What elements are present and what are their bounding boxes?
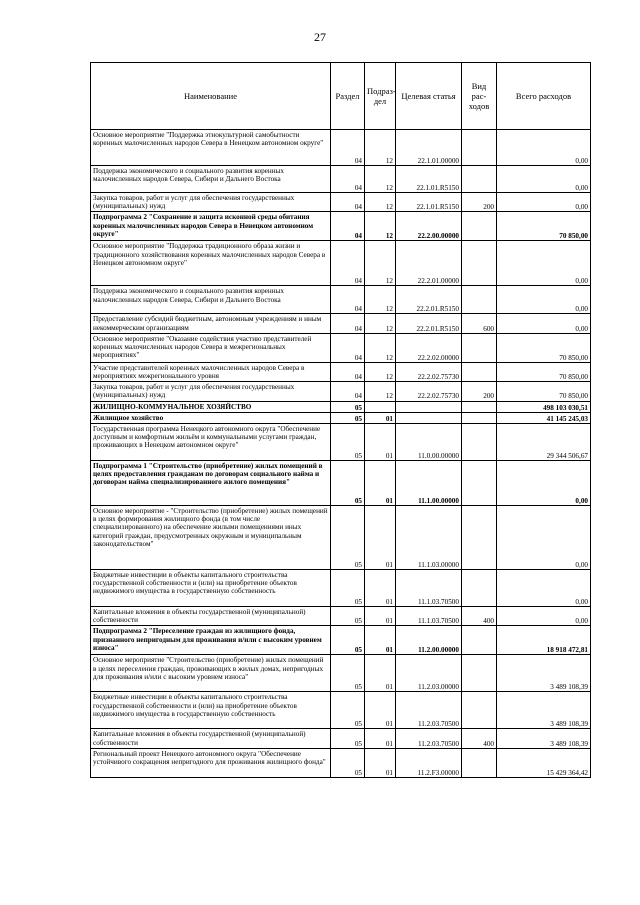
cell-target: 22.1.01.00000 xyxy=(396,130,462,166)
cell-target: 11.1.03.70500 xyxy=(396,607,462,626)
cell-subsection: 01 xyxy=(365,424,396,461)
cell-type xyxy=(462,212,497,241)
cell-name: Капитальные вложения в объекты государственной (муниципальной) собственности xyxy=(91,607,331,626)
cell-total: 0,00 xyxy=(497,506,591,570)
cell-subsection: 12 xyxy=(365,333,396,362)
table-row xyxy=(91,729,591,748)
cell-name: Основное мероприятие "Поддержка традиционного образа жизни и традиционного хозяйствования коренных малочисленных народов Севера в Ненецком автономном округе" xyxy=(91,241,331,286)
cell-type xyxy=(462,424,497,461)
table-row xyxy=(91,626,591,655)
cell-total: 70 850,00 xyxy=(497,212,591,241)
cell-section: 05 xyxy=(331,570,365,607)
table-row xyxy=(91,130,591,166)
cell-section: 05 xyxy=(331,626,365,655)
cell-total: 3 489 108,39 xyxy=(497,655,591,692)
header-name: Наименование xyxy=(91,63,331,130)
cell-total: 3 489 108,39 xyxy=(497,692,591,729)
table-row xyxy=(91,333,591,362)
cell-target: 11.1.03.70500 xyxy=(396,570,462,607)
table-row xyxy=(91,424,591,461)
cell-name: Региональный проект Ненецкого автономного округа "Обеспечение устойчивого сокращения непригодного для проживания жилищного фонда" xyxy=(91,748,331,777)
cell-target: 11.2.F3.00000 xyxy=(396,748,462,777)
cell-section: 04 xyxy=(331,333,365,362)
cell-total: 0,00 xyxy=(497,607,591,626)
cell-section: 05 xyxy=(331,607,365,626)
cell-section: 04 xyxy=(331,382,365,401)
cell-type xyxy=(462,130,497,166)
cell-target: 22.2.02.75730 xyxy=(396,382,462,401)
header-type: Вид рас-ходов xyxy=(462,63,497,130)
cell-name: Жилищное хозяйство xyxy=(91,412,331,423)
cell-target: 22.2.00.00000 xyxy=(396,212,462,241)
cell-type xyxy=(462,166,497,193)
cell-subsection: 12 xyxy=(365,314,396,333)
cell-section: 05 xyxy=(331,424,365,461)
cell-name: Основное мероприятие "Оказание содействия участию представителей коренных малочисленных народов Севера в межрегиональных мероприятиях" xyxy=(91,333,331,362)
cell-name: Подпрограмма 2 "Переселение граждан из жилищного фонда, признанного непригодным для проживания и/или с высоким уровнем износа" xyxy=(91,626,331,655)
cell-section: 04 xyxy=(331,212,365,241)
cell-section: 05 xyxy=(331,655,365,692)
cell-section: 05 xyxy=(331,729,365,748)
cell-subsection: 12 xyxy=(365,166,396,193)
cell-section: 04 xyxy=(331,241,365,286)
cell-total: 0,00 xyxy=(497,461,591,506)
cell-type xyxy=(462,506,497,570)
cell-section: 04 xyxy=(331,362,365,381)
cell-subsection: 01 xyxy=(365,570,396,607)
cell-type: 400 xyxy=(462,607,497,626)
cell-type xyxy=(462,626,497,655)
table-row xyxy=(91,401,591,412)
cell-target: 22.1.01.R5150 xyxy=(396,166,462,193)
table-header-row xyxy=(91,63,591,130)
table-row xyxy=(91,748,591,777)
cell-target: 11.1.03.00000 xyxy=(396,506,462,570)
cell-subsection: 01 xyxy=(365,412,396,423)
table-row xyxy=(91,241,591,286)
cell-target: 22.2.01.R5150 xyxy=(396,314,462,333)
cell-total: 70 850,00 xyxy=(497,362,591,381)
table-row xyxy=(91,166,591,193)
table-row xyxy=(91,506,591,570)
cell-name: Основное мероприятие "Строительство (приобретение) жилых помещений в целях переселения граждан, проживающих в жилых домах, непригодных для проживания и/или с высоким уровнем износа" xyxy=(91,655,331,692)
cell-target: 11.1.00.00000 xyxy=(396,461,462,506)
cell-section: 05 xyxy=(331,412,365,423)
cell-subsection: 01 xyxy=(365,506,396,570)
cell-total: 3 489 108,39 xyxy=(497,729,591,748)
cell-type: 600 xyxy=(462,314,497,333)
cell-total: 29 344 506,67 xyxy=(497,424,591,461)
cell-section: 05 xyxy=(331,461,365,506)
cell-total: 0,00 xyxy=(497,570,591,607)
cell-total: 70 850,00 xyxy=(497,382,591,401)
table-row xyxy=(91,607,591,626)
cell-name: Бюджетные инвестиции в объекты капитального строительства государственной собственности и (или) на приобретение объектов недвижимого имущества в государственную собственность xyxy=(91,692,331,729)
table-row xyxy=(91,382,591,401)
cell-target xyxy=(396,412,462,423)
cell-section: 05 xyxy=(331,401,365,412)
table-row xyxy=(91,286,591,314)
cell-target: 11.2.03.70500 xyxy=(396,692,462,729)
cell-subsection: 12 xyxy=(365,241,396,286)
header-target: Целевая статья xyxy=(396,63,462,130)
cell-type: 200 xyxy=(462,193,497,212)
cell-subsection: 12 xyxy=(365,193,396,212)
table-row xyxy=(91,314,591,333)
cell-total: 70 850,00 xyxy=(497,333,591,362)
header-section: Раздел xyxy=(331,63,365,130)
table-row xyxy=(91,193,591,212)
table-body xyxy=(91,130,591,778)
cell-total: 0,00 xyxy=(497,286,591,314)
cell-type xyxy=(462,461,497,506)
cell-section: 05 xyxy=(331,692,365,729)
cell-target: 11.2.00.00000 xyxy=(396,626,462,655)
cell-name: Подпрограмма 1 "Строительство (приобретение) жилых помещений в целях предоставления гражданам по договорам социального найма и договорам найма специализированного жилого помещения" xyxy=(91,461,331,506)
table-row xyxy=(91,655,591,692)
expenditure-table xyxy=(90,62,591,778)
cell-name: Поддержка экономического и социального развития коренных малочисленных народов Севера, Сибири и Дальнего Востока xyxy=(91,166,331,193)
cell-total: 18 918 472,81 xyxy=(497,626,591,655)
header-subsection: Подраз-дел xyxy=(365,63,396,130)
cell-name: Участие представителей коренных малочисленных народов Севера в мероприятиях межрегионального уровня xyxy=(91,362,331,381)
cell-section: 04 xyxy=(331,286,365,314)
cell-subsection: 01 xyxy=(365,607,396,626)
cell-subsection: 01 xyxy=(365,729,396,748)
cell-section: 05 xyxy=(331,748,365,777)
cell-subsection xyxy=(365,401,396,412)
cell-subsection: 01 xyxy=(365,655,396,692)
cell-subsection: 01 xyxy=(365,461,396,506)
table-row xyxy=(91,461,591,506)
cell-target: 22.2.01.00000 xyxy=(396,241,462,286)
cell-target xyxy=(396,401,462,412)
cell-name: Закупка товаров, работ и услуг для обеспечения государственных (муниципальных) нужд xyxy=(91,382,331,401)
cell-total: 498 103 030,51 xyxy=(497,401,591,412)
cell-type xyxy=(462,401,497,412)
cell-name: Основное мероприятие - "Строительство (приобретение) жилых помещений в целях формирования жилищного фонда (в том числе специализированного) на обеспечение жилыми помещениями иных категорий граждан, предусмотренных окружным и муниципальным законодательством" xyxy=(91,506,331,570)
cell-subsection: 12 xyxy=(365,286,396,314)
cell-total: 0,00 xyxy=(497,130,591,166)
cell-total: 0,00 xyxy=(497,314,591,333)
cell-type xyxy=(462,748,497,777)
cell-subsection: 12 xyxy=(365,130,396,166)
cell-type xyxy=(462,412,497,423)
cell-name: ЖИЛИЩНО-КОММУНАЛЬНОЕ ХОЗЯЙСТВО xyxy=(91,401,331,412)
cell-type xyxy=(462,241,497,286)
cell-type: 400 xyxy=(462,729,497,748)
cell-target: 11.2.03.00000 xyxy=(396,655,462,692)
cell-name: Поддержка экономического и социального развития коренных малочисленных народов Севера, Сибири и Дальнего Востока xyxy=(91,286,331,314)
cell-target: 22.2.02.00000 xyxy=(396,333,462,362)
cell-total: 41 145 245,03 xyxy=(497,412,591,423)
cell-name: Государственная программа Ненецкого автономного округа "Обеспечение доступным и комфортным жильём и коммунальными услугами граждан, проживающих в Ненецком автономном округе" xyxy=(91,424,331,461)
table-row xyxy=(91,362,591,381)
cell-name: Подпрограмма 2 "Сохранение и защита исконной среды обитания коренных малочисленных народов Севера в Ненецком автономном округе" xyxy=(91,212,331,241)
cell-subsection: 12 xyxy=(365,212,396,241)
cell-name: Основное мероприятие "Поддержка этнокультурной самобытности коренных малочисленных народов Севера в Ненецком автономном округе" xyxy=(91,130,331,166)
cell-total: 15 429 364,42 xyxy=(497,748,591,777)
cell-type xyxy=(462,570,497,607)
cell-total: 0,00 xyxy=(497,166,591,193)
table-row xyxy=(91,570,591,607)
cell-name: Капитальные вложения в объекты государственной (муниципальной) собственности xyxy=(91,729,331,748)
cell-subsection: 12 xyxy=(365,362,396,381)
cell-subsection: 01 xyxy=(365,748,396,777)
cell-name: Бюджетные инвестиции в объекты капитального строительства государственной собственности и (или) на приобретение объектов недвижимого имущества в государственную собственность xyxy=(91,570,331,607)
table-row xyxy=(91,692,591,729)
header-total: Всего расходов xyxy=(497,63,591,130)
cell-section: 04 xyxy=(331,193,365,212)
cell-subsection: 01 xyxy=(365,692,396,729)
cell-type xyxy=(462,692,497,729)
page-number: 27 xyxy=(314,30,326,44)
table-row xyxy=(91,212,591,241)
cell-section: 05 xyxy=(331,506,365,570)
cell-name: Предоставление субсидий бюджетным, автономным учреждениям и иным некоммерческим организациям xyxy=(91,314,331,333)
cell-subsection: 01 xyxy=(365,626,396,655)
cell-target: 22.2.02.75730 xyxy=(396,362,462,381)
cell-type xyxy=(462,286,497,314)
cell-name: Закупка товаров, работ и услуг для обеспечения государственных (муниципальных) нужд xyxy=(91,193,331,212)
cell-target: 11.0.00.00000 xyxy=(396,424,462,461)
cell-section: 04 xyxy=(331,130,365,166)
cell-type: 200 xyxy=(462,382,497,401)
table-row xyxy=(91,412,591,423)
cell-type xyxy=(462,333,497,362)
cell-target: 22.1.01.R5150 xyxy=(396,193,462,212)
cell-subsection: 12 xyxy=(365,382,396,401)
cell-total: 0,00 xyxy=(497,241,591,286)
cell-section: 04 xyxy=(331,314,365,333)
cell-type xyxy=(462,655,497,692)
cell-section: 04 xyxy=(331,166,365,193)
cell-target: 22.2.01.R5150 xyxy=(396,286,462,314)
cell-target: 11.2.03.70500 xyxy=(396,729,462,748)
cell-total: 0,00 xyxy=(497,193,591,212)
cell-type xyxy=(462,362,497,381)
